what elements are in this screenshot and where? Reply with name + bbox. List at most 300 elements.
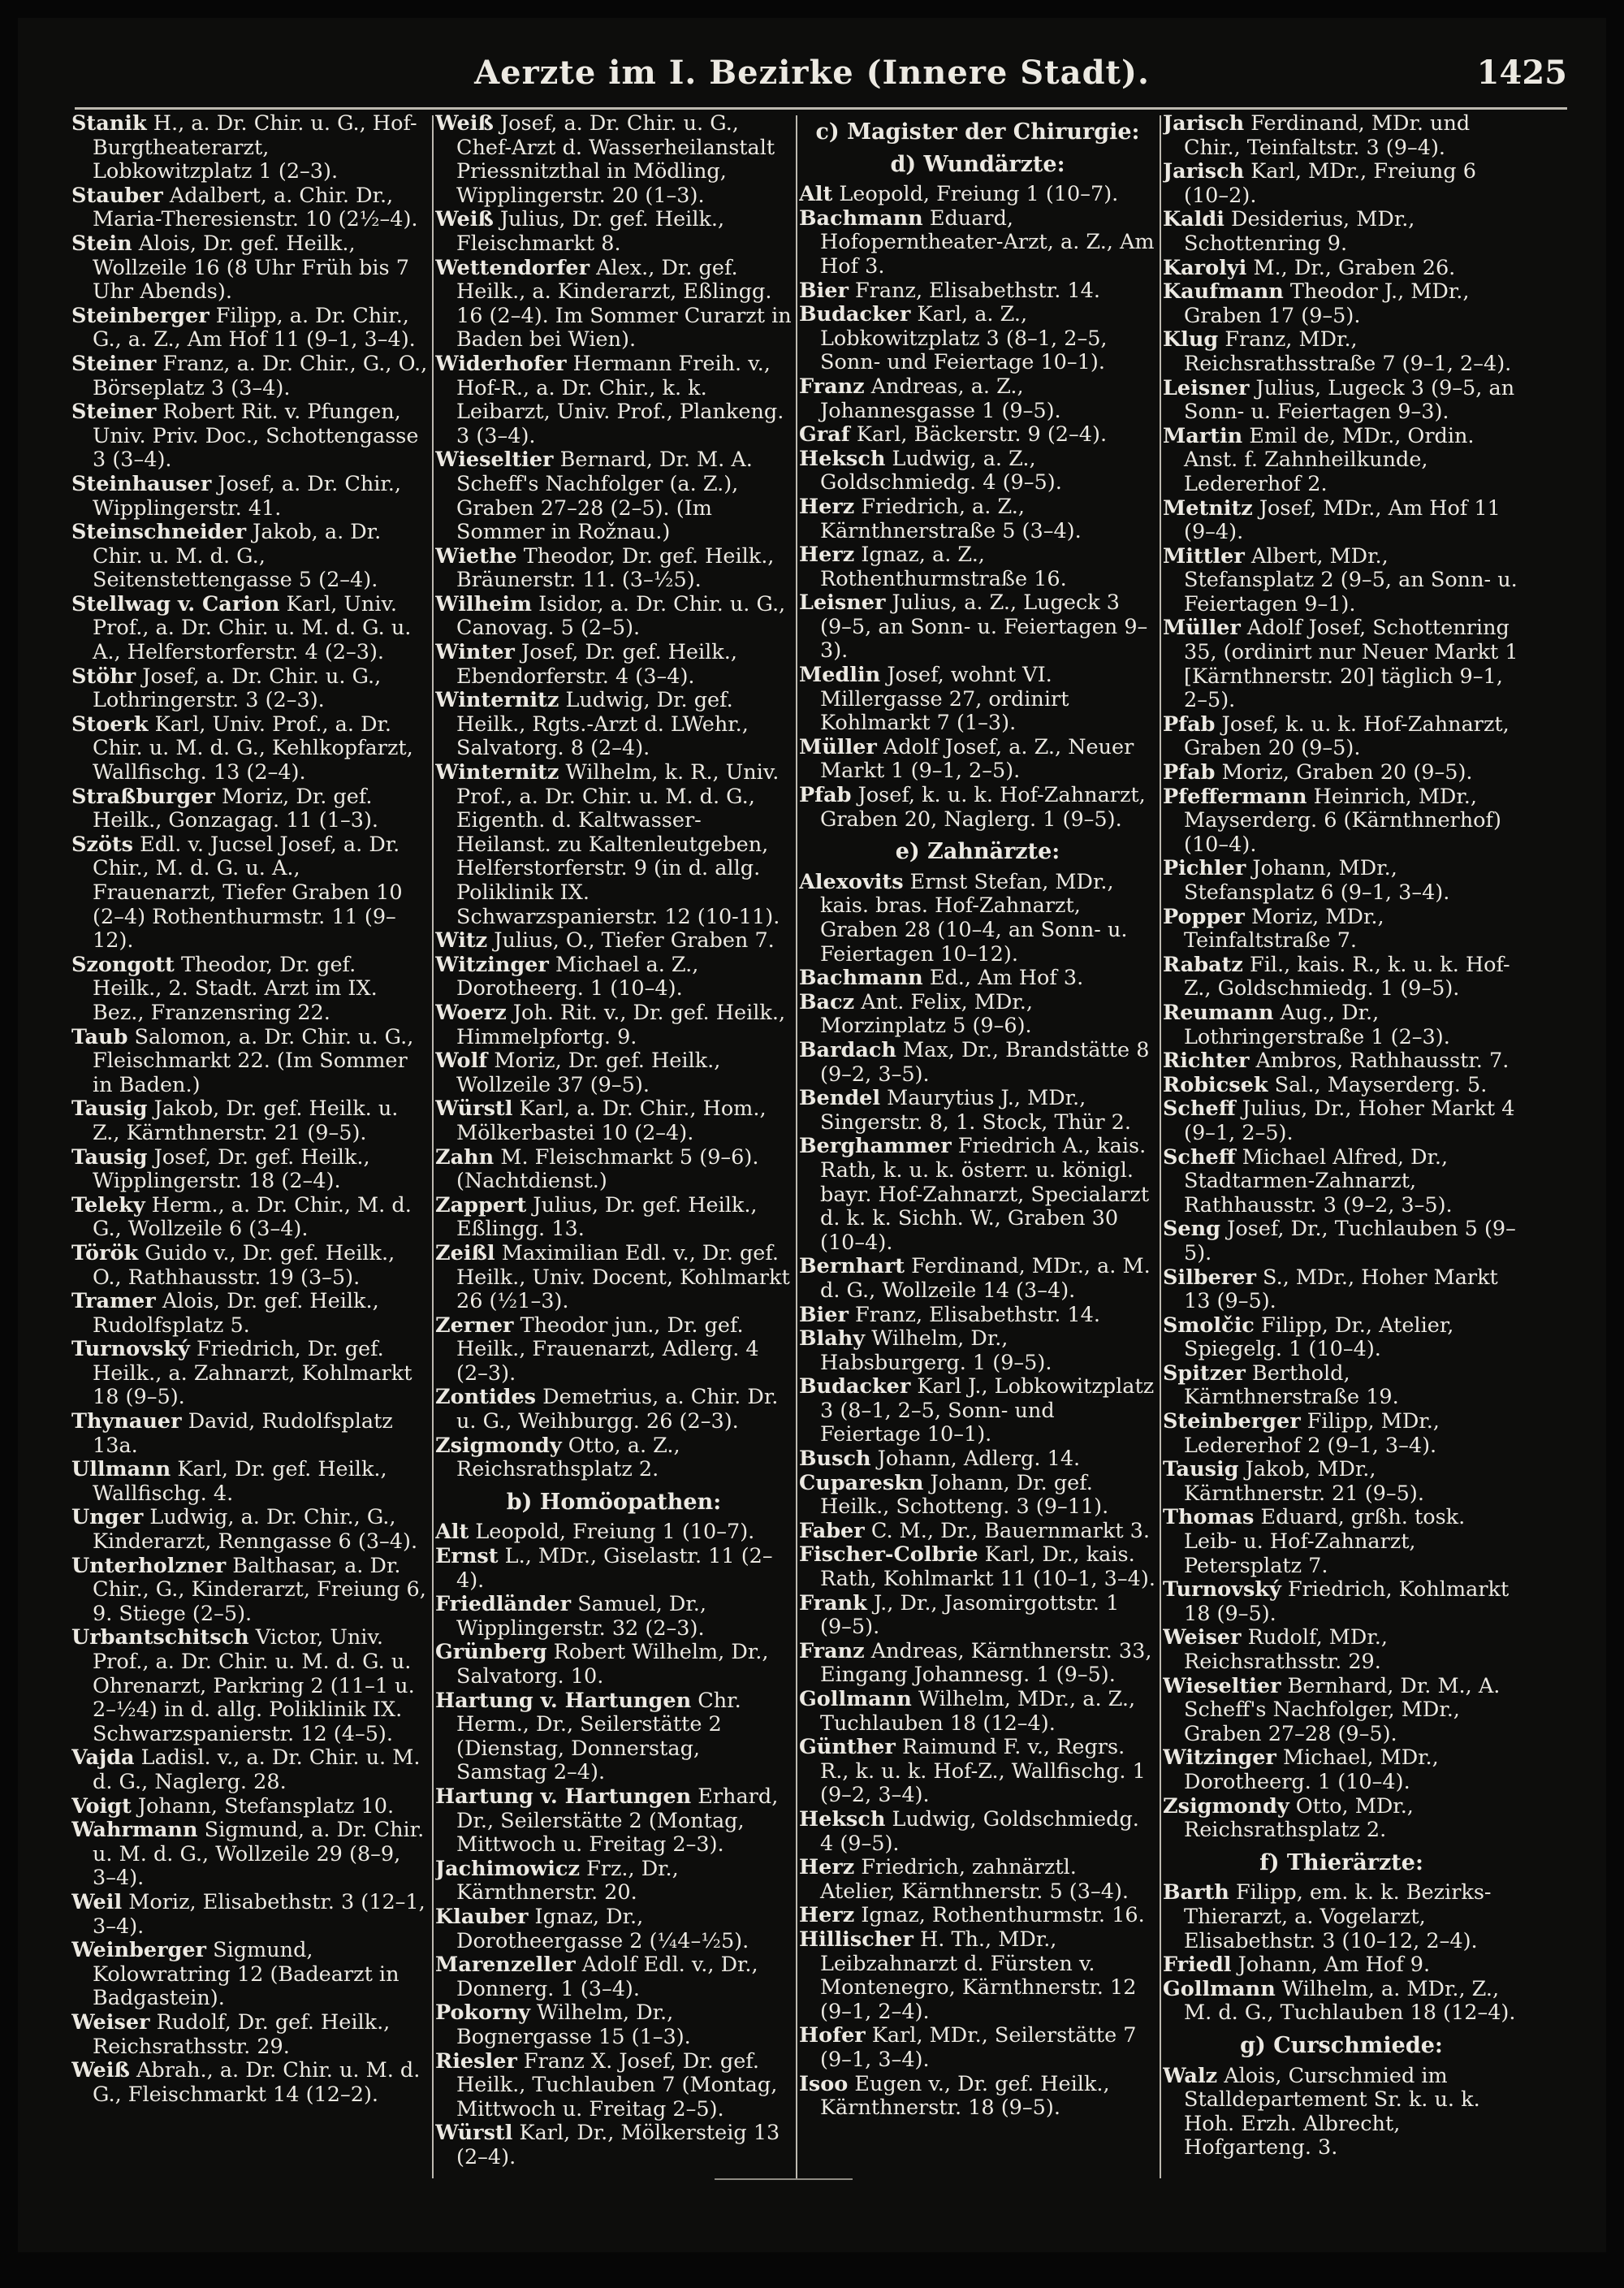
entry-name: Robicsek [1163, 1072, 1268, 1097]
entry-details: Ignaz, Dr., Dorotheergasse 2 (¼4–½5). [456, 1904, 749, 1953]
entry-details: Jakob, a. Dr. Chir. u. M. d. G., Seitenstettengasse 5 (2–4). [93, 520, 382, 593]
entry-details: Ludwig, Dr. gef. Heilk., Rgts.-Arzt d. LWehr., Salvatorg. 8 (2–4). [456, 688, 749, 761]
entry-details: Wilhelm, a. MDr., Z., M. d. G., Tuchlauben 18 (12–4). [1184, 1976, 1516, 2026]
footer-rule [715, 2178, 853, 2180]
directory-entry [71, 1746, 429, 1794]
directory-entry [71, 1194, 429, 1242]
entry-details: Adolf Josef, Schottenring 35, (ordinirt nur Neuer Markt 1 [Kärnthnerstr. 20] täglich 9–1, 2–5). [1184, 616, 1518, 713]
entry-name: Budacker [799, 302, 911, 327]
entry-name: Spitzer [1163, 1360, 1246, 1386]
entry-details: Wilhelm, Dr., Habsburgerg. 1 (9–5). [820, 1326, 1052, 1375]
directory-entry [435, 208, 793, 256]
entry-details: Josef, MDr., Am Hof 11 (9–4). [1184, 495, 1501, 545]
entry-name: Weiß [435, 207, 494, 232]
entry-name: Riesler [435, 2048, 517, 2074]
entry-name: Pfab [799, 783, 852, 808]
entry-name: Leisner [1163, 375, 1250, 400]
directory-entry [1163, 1626, 1520, 1674]
entry-details: Friedrich A., kais. Rath, k. u. k. österr. u. königl. bayr. Hof-Zahnarzt, Specialarzt d. k. k. Sichh. W., Graben 30 (10–4). [820, 1134, 1150, 1255]
entry-name: Bacz [799, 989, 855, 1014]
directory-entry [1163, 1881, 1520, 1953]
directory-entry [799, 1375, 1156, 1447]
entry-name: Stanik [71, 112, 147, 136]
entry-details: Eduard, grßh. tosk. Leib- u. Hof-Zahnarzt, Petersplatz 7. [1184, 1505, 1466, 1578]
directory-entry [435, 954, 793, 1001]
entry-name: Bendel [799, 1086, 881, 1111]
entry-name: Barth [1163, 1880, 1229, 1905]
entry-name: Günther [799, 1735, 896, 1760]
entry-details: J., Dr., Jasomirgottstr. 1 (9–5). [820, 1590, 1120, 1640]
entry-name: Herz [799, 1903, 855, 1928]
entry-name: Hartung v. Hartungen [435, 1688, 692, 1713]
column-4 [1163, 112, 1520, 2175]
entry-name: Hofer [799, 2023, 866, 2048]
directory-entry [435, 641, 793, 689]
entry-details: Friedrich, a. Z., Kärnthnerstraße 5 (3–4). [820, 494, 1082, 543]
entry-name: Weil [71, 1889, 123, 1914]
entry-details: Karl, Dr. gef. Heilk., Wallfischg. 4. [93, 1457, 387, 1506]
entry-details: Franz, Elisabethstr. 14. [855, 278, 1100, 303]
entry-details: Andreas, Kärnthnerstr. 33, Eingang Johannesg. 1 (9–5). [820, 1638, 1152, 1688]
entry-details: Bernhard, Dr. M., A. Scheff's Nachfolger, MDr., Graben 27–28 (9–5). [1184, 1673, 1501, 1746]
directory-entry [71, 112, 429, 184]
entry-details: C. M., Dr., Bauernmarkt 3. [870, 1518, 1151, 1543]
directory-entry [1163, 906, 1520, 954]
directory-entry [1163, 328, 1520, 376]
entry-name: Unterholzner [71, 1553, 227, 1578]
entry-name: Ullmann [71, 1457, 171, 1482]
directory-entry [435, 2050, 793, 2122]
directory-entry [1163, 1362, 1520, 1410]
directory-entry [435, 112, 793, 208]
directory-entry [1163, 112, 1520, 160]
entry-details: Otto, MDr., Reichsrathsplatz 2. [1184, 1793, 1414, 1843]
directory-entry [799, 1904, 1156, 1928]
entry-details: Moriz, MDr., Teinfaltstraße 7. [1184, 904, 1384, 954]
entry-details: Josef, wohnt VI. Millergasse 27, ordinirt Kohlmarkt 7 (1–3). [820, 663, 1069, 736]
entry-details: Robert Rit. v. Pfungen, Univ. Priv. Doc., Schottengasse 3 (3–4). [93, 400, 419, 473]
entry-name: Tramer [71, 1289, 156, 1314]
entry-details: Johann, Am Hof 9. [1237, 1953, 1431, 1978]
entry-details: Friedrich, Dr. gef. Heilk., a. Zahnarzt, Kohlmarkt 18 (9–5). [93, 1337, 412, 1410]
entry-name: Franz [799, 1638, 865, 1663]
entry-details: Johann, Stefansplatz 10. [137, 1793, 395, 1819]
entry-details: Erhard, Dr., Seilerstätte 2 (Montag, Mittwoch u. Freitag 2–3). [456, 1784, 779, 1858]
entry-name: Pfab [1163, 711, 1216, 737]
directory-entry [1163, 1218, 1520, 1265]
directory-entry [1163, 1146, 1520, 1218]
entry-details: Rudolf, MDr., Reichsrathsstr. 29. [1184, 1625, 1388, 1674]
entry-name: Bernhart [799, 1254, 905, 1279]
entry-details: Eugen v., Dr. gef. Heilk., Kärnthnerstr. 18 (9–5). [820, 2071, 1110, 2121]
directory-entry [71, 785, 429, 833]
directory-entry [71, 1338, 429, 1410]
entry-details: Maximilian Edl. v., Dr. gef. Heilk., Univ. Docent, Kohlmarkt 26 (½1–3). [456, 1240, 790, 1314]
entry-name: Popper [1163, 904, 1245, 929]
section-heading: d) Wundärzte: [890, 151, 1065, 177]
entry-details: Filipp, Dr., Atelier, Spiegelg. 1 (10–4). [1184, 1313, 1454, 1362]
directory-entry [799, 2073, 1156, 2121]
directory-entry [71, 2059, 429, 2107]
entry-details: Balthasar, a. Dr. Chir., G., Kinderarzt, Freiung 6, 9. Stiege (2–5). [93, 1553, 426, 1626]
entry-name: Jachimowicz [435, 1856, 580, 1881]
entry-name: Teleky [71, 1192, 145, 1218]
entry-details: Chr. Herm., Dr., Seilerstätte 2 (Dienstag, Donnerstag, Samstag 2–4). [456, 1688, 741, 1785]
entry-name: Winternitz [435, 688, 559, 713]
entry-name: Klug [1163, 327, 1219, 352]
directory-entry [799, 279, 1156, 304]
entry-details: M. Fleischmarkt 5 (9–6). (Nachtdienst.) [456, 1144, 759, 1194]
directory-entry [799, 1087, 1156, 1135]
directory-entry [435, 2121, 793, 2169]
entry-name: Alt [435, 1520, 469, 1545]
entry-name: Herz [799, 494, 855, 519]
entry-details: Filipp, MDr., Ledererhof 2 (9–1, 3–4). [1184, 1409, 1440, 1458]
entry-name: Szöts [71, 832, 134, 857]
directory-entry [435, 1953, 793, 2001]
entry-name: Frank [799, 1590, 867, 1615]
entry-details: Karl, Dr., Mölkersteig 13 (2–4). [456, 2121, 780, 2169]
page-number: 1425 [1476, 54, 1567, 92]
directory-entry [71, 473, 429, 521]
entry-name: Stauber [71, 183, 163, 208]
entry-details: Moriz, Dr. gef. Heilk., Wollzeile 37 (9–5). [456, 1049, 721, 1097]
page-title: Aerzte im I. Bezirke (Innere Stadt). [474, 54, 1150, 92]
column-divider-3 [1160, 115, 1161, 2178]
directory-entry [71, 1026, 429, 1098]
directory-entry [1163, 857, 1520, 905]
directory-entry [435, 1049, 793, 1097]
directory-entry [435, 1386, 793, 1434]
directory-entry [435, 1520, 793, 1545]
directory-entry [435, 1593, 793, 1641]
directory-entry [1163, 761, 1520, 785]
entry-name: Stellwag v. Carion [71, 591, 280, 616]
entry-name: Török [71, 1240, 139, 1265]
entry-name: Stein [71, 231, 132, 256]
entry-name: Pfeffermann [1163, 784, 1307, 809]
entry-details: Wilhelm, k. R., Univ. Prof., a. Dr. Chir. u. M. d. G., Eigenth. d. Kaltwasser-Heilanst. zu Kaltenleutgeben, Helferstorferstr. 9 (in d. allg. Poliklinik IX. Schwarzspanierstr. 12 (10-11). [456, 760, 780, 929]
entry-details: Sigmund, Kolowratring 12 (Badearzt in Badgastein). [93, 1938, 400, 2011]
directory-entry [435, 1242, 793, 1314]
directory-entry [435, 1434, 793, 1482]
directory-entry [799, 303, 1156, 375]
entry-details: S., MDr., Hoher Markt 13 (9–5). [1184, 1265, 1498, 1314]
entry-name: Widerhofer [435, 351, 567, 376]
entry-details: Ed., Am Hof 3. [929, 966, 1084, 991]
entry-details: Wilhelm, Dr., Bognergasse 15 (1–3). [456, 2000, 691, 2049]
directory-entry [71, 1891, 429, 1939]
directory-entry [799, 991, 1156, 1039]
directory-entry [1163, 1953, 1520, 1978]
directory-entry [435, 545, 793, 593]
entry-name: Bier [799, 1302, 849, 1327]
entry-details: Karl, Univ. Prof., a. Dr. Chir. u. M. d. G. u. A., Helferstorferstr. 4 (2–3). [93, 591, 412, 665]
entry-details: Karl, a. Z., Lobkowitzplatz 3 (8–1, 2–5, Sonn- und Feiertage 10–1). [820, 302, 1108, 375]
entry-name: Seng [1163, 1217, 1221, 1242]
entry-details: Filipp, em. k. k. Bezirks-Thierarzt, a. Vogelarzt, Elisabethstr. 3 (10–12, 2–4). [1184, 1880, 1492, 1953]
entry-name: Gollmann [799, 1687, 912, 1711]
entry-name: Faber [799, 1518, 865, 1543]
entry-details: Josef, Dr. gef. Heilk., Ebendorferstr. 4 (3–4). [456, 640, 737, 689]
directory-entry [435, 1314, 793, 1386]
column-3 [799, 112, 1156, 2175]
entry-name: Richter [1163, 1049, 1250, 1074]
entry-details: Abrah., a. Dr. Chir. u. M. d. G., Fleischmarkt 14 (12–2). [93, 2058, 421, 2107]
directory-entry [799, 183, 1156, 207]
directory-entry [435, 929, 793, 954]
entry-name: Steiner [71, 400, 157, 425]
directory-entry [1163, 545, 1520, 617]
directory-entry [799, 1039, 1156, 1087]
entry-details: Julius, Lugeck 3 (9–5, an Sonn- u. Feiertagen 9–3). [1184, 375, 1515, 425]
entry-details: Josef, k. u. k. Hof-Zahnarzt, Graben 20 (9–5). [1184, 711, 1510, 761]
entry-name: Witzinger [435, 952, 549, 977]
directory-entry [799, 1520, 1156, 1544]
entry-details: Hermann Freih. v., Hof-R., a. Dr. Chir., k. k. Leibarzt, Univ. Prof., Plankeng. 3 (3–4). [456, 351, 784, 448]
directory-entry [71, 1626, 429, 1746]
entry-name: Steiner [71, 351, 157, 376]
directory-entry [435, 1097, 793, 1145]
directory-entry [1163, 1314, 1520, 1362]
entry-name: Straßburger [71, 784, 215, 809]
entry-details: Wilhelm, MDr., a. Z., Tuchlauben 18 (12–4). [820, 1687, 1136, 1736]
directory-entry [435, 2001, 793, 2049]
entry-details: Joh. Rit. v., Dr. gef. Heilk., Himmelpfortg. 9. [456, 1000, 786, 1049]
entry-name: Rabatz [1163, 952, 1243, 977]
entry-details: Robert Wilhelm, Dr., Salvatorg. 10. [456, 1640, 769, 1689]
entry-details: Emil de, MDr., Ordin. Anst. f. Zahnheilkunde, Ledererhof 2. [1184, 423, 1475, 496]
entry-name: Stöhr [71, 664, 136, 689]
entry-details: H., a. Dr. Chir. u. G., Hof-Burgtheaterarzt, Lobkowitzplatz 1 (2–3). [93, 112, 417, 184]
entry-name: Leisner [799, 590, 886, 616]
entry-name: Martin [1163, 423, 1243, 448]
entry-name: Steinberger [71, 303, 209, 328]
directory-entry [435, 257, 793, 352]
directory-entry [1163, 1978, 1520, 2026]
entry-details: Theodor jun., Dr. gef. Heilk., Frauenarzt, Adlerg. 4 (2–3). [456, 1313, 759, 1386]
entry-details: Franz, a. Dr. Chir., G., O., Börseplatz 3 (3–4). [93, 351, 428, 400]
directory-entry [71, 305, 429, 352]
entry-name: Hartung v. Hartungen [435, 1784, 692, 1809]
directory-entry [71, 1819, 429, 1891]
entry-details: Ant. Felix, MDr., Morzinplatz 5 (9–6). [820, 989, 1033, 1039]
directory-entry [799, 664, 1156, 736]
directory-entry [1163, 1410, 1520, 1458]
entry-name: Scheff [1163, 1096, 1236, 1122]
column-divider-1 [432, 115, 434, 2178]
directory-entry [799, 1543, 1156, 1591]
entry-details: Julius, O., Tiefer Graben 7. [494, 928, 775, 954]
entry-details: Ambros, Rathhausstr. 7. [1255, 1049, 1510, 1074]
directory-entry [435, 1545, 793, 1593]
entry-name: Alt [799, 182, 833, 207]
entry-details: Desiderius, MDr., Schottenring 9. [1184, 207, 1415, 256]
entry-name: Tausig [71, 1144, 148, 1170]
entry-name: Pfab [1163, 760, 1216, 785]
entry-details: Karl J., Lobkowitzplatz 3 (8–1, 2–5, Sonn- und Feiertage 10–1). [820, 1374, 1155, 1447]
directory-entry [799, 871, 1156, 967]
entry-name: Wettendorfer [435, 255, 590, 280]
directory-entry [799, 1255, 1156, 1303]
entry-name: Woerz [435, 1000, 507, 1025]
entry-name: Marenzeller [435, 1953, 576, 1978]
entry-name: Reumann [1163, 1000, 1274, 1025]
directory-entry [71, 1506, 429, 1554]
column-divider-2 [796, 115, 797, 2178]
entry-details: Karl, MDr., Freiung 6 (10–2). [1184, 159, 1476, 208]
directory-entry [1163, 280, 1520, 328]
directory-entry [1163, 1266, 1520, 1314]
entry-details: Aug., Dr., Lothringerstraße 1 (2–3). [1184, 1000, 1450, 1049]
entry-name: Szongott [71, 952, 175, 977]
entry-name: Weiß [71, 2058, 130, 2083]
entry-details: Demetrius, a. Chir. Dr. u. G., Weihburgg. 26 (2–3). [456, 1385, 779, 1434]
directory-entry [799, 736, 1156, 784]
entry-details: Alois, Dr. gef. Heilk., Rudolfsplatz 5. [93, 1289, 379, 1338]
entry-name: Metnitz [1163, 495, 1253, 521]
entry-details: Theodor J., MDr., Graben 17 (9–5). [1184, 279, 1470, 328]
entry-name: Steinberger [1163, 1409, 1301, 1434]
entry-details: Julius, Dr. gef. Heilk., Fleischmarkt 8. [456, 207, 725, 256]
entry-name: Steinhauser [71, 471, 212, 496]
entry-name: Unger [71, 1505, 144, 1530]
column-1 [71, 112, 429, 2175]
directory-entry [1163, 160, 1520, 208]
entry-name: Friedl [1163, 1953, 1232, 1978]
header-rule [75, 107, 1567, 110]
entry-name: Weinberger [71, 1938, 206, 1963]
directory-entry [71, 1458, 429, 1506]
entry-name: Ernst [435, 1544, 499, 1569]
entry-name: Hillischer [799, 1927, 914, 1952]
directory-entry [1163, 954, 1520, 1001]
directory-entry [1163, 1001, 1520, 1049]
entry-name: Smolčic [1163, 1313, 1255, 1338]
directory-entry [1163, 1458, 1520, 1506]
entry-name: Bardach [799, 1037, 896, 1062]
entry-name: Heksch [799, 1806, 886, 1832]
entry-details: Alex., Dr. gef. Heilk., a. Kinderarzt, Eßlingg. 16 (2–4). Im Sommer Curarzt in Baden bei Wien). [456, 255, 792, 352]
directory-entry [799, 375, 1156, 423]
directory-entry [1163, 1049, 1520, 1074]
entry-details: Ludwig, a. Z., Goldschmiedg. 4 (9–5). [820, 446, 1062, 495]
entry-details: Friedrich, Kohlmarkt 18 (9–5). [1184, 1577, 1510, 1626]
entry-details: Otto, a. Z., Reichsrathsplatz 2. [456, 1433, 680, 1482]
entry-details: Ernst Stefan, MDr., kais. bras. Hof-Zahnarzt, Graben 28 (10–4, an Sonn- u. Feiertagen 10–12). [820, 869, 1128, 967]
entry-details: Isidor, a. Dr. Chir. u. G., Canovag. 5 (2–5). [456, 591, 786, 641]
entry-name: Medlin [799, 663, 881, 688]
directory-entry [799, 448, 1156, 495]
directory-entry [799, 967, 1156, 991]
entry-name: Turnovský [1163, 1577, 1281, 1602]
entry-details: Michael, MDr., Dorotheerg. 1 (10–4). [1184, 1745, 1439, 1794]
entry-name: Steinschneider [71, 520, 247, 545]
entry-details: Ludwig, Goldschmiedg. 4 (9–5). [820, 1806, 1139, 1856]
entry-name: Winter [435, 640, 515, 665]
entry-details: Raimund F. v., Regrs. R., k. u. k. Hof-Z., Wallfischg. 1 (9–2, 3–4). [820, 1735, 1146, 1808]
entry-details: Friedrich, zahnärztl. Atelier, Kärnthnerstr. 5 (3–4). [820, 1855, 1129, 1904]
entry-details: Adalbert, a. Chir. Dr., Maria-Theresienstr. 10 (2½–4). [93, 183, 418, 232]
entry-name: Tausig [1163, 1457, 1239, 1482]
entry-details: Josef, Dr., Tuchlauben 5 (9–5). [1184, 1217, 1516, 1265]
entry-details: Karl, Dr., kais. Rath, Kohlmarkt 11 (10–1, 3–4). [820, 1542, 1155, 1592]
entry-details: Sigmund, a. Dr. Chir. u. M. d. G., Wollzeile 29 (8–9, 3–4). [93, 1818, 425, 1891]
directory-entry [71, 2011, 429, 2059]
entry-name: Zahn [435, 1144, 495, 1170]
entry-details: Karl, Univ. Prof., a. Dr. Chir. u. M. d. G., Kehlkopfarzt, Wallfischg. 13 (2–4). [93, 711, 413, 785]
directory-entry [1163, 257, 1520, 281]
entry-name: Pichler [1163, 856, 1246, 881]
directory-entry [71, 1939, 429, 2011]
directory-entry [799, 1447, 1156, 1472]
entry-details: Leopold, Freiung 1 (10–7). [839, 182, 1119, 207]
directory-entry [1163, 1795, 1520, 1843]
directory-entry [71, 833, 429, 954]
entry-details: Johann, MDr., Stefansplatz 6 (9–1, 3–4). [1184, 856, 1450, 905]
entry-details: Salomon, a. Dr. Chir. u. G., Fleischmarkt 22. (Im Sommer in Baden.) [93, 1024, 414, 1097]
entry-name: Blahy [799, 1326, 866, 1352]
entry-details: David, Rudolfsplatz 13a. [93, 1409, 393, 1458]
directory-entry [1163, 785, 1520, 858]
directory-entry [799, 543, 1156, 591]
entry-name: Zsigmondy [435, 1433, 562, 1458]
entry-name: Stoerk [71, 711, 149, 737]
entry-details: Rudolf, Dr. gef. Heilk., Reichsrathsstr. 29. [93, 2009, 391, 2059]
entry-details: Guido v., Dr. gef. Heilk., O., Rathhausstr. 19 (3–5). [93, 1240, 395, 1290]
entry-name: Bachmann [799, 966, 923, 991]
entry-name: Jarisch [1163, 112, 1245, 136]
entry-details: Sal., Mayserderg. 5. [1274, 1072, 1488, 1097]
entry-details: Filipp, a. Dr. Chir., G., a. Z., Am Hof 11 (9–1, 3–4). [93, 303, 416, 352]
entry-details: Moriz, Dr. gef. Heilk., Gonzagag. 11 (1–3). [93, 784, 379, 833]
entry-name: Gollmann [1163, 1976, 1276, 2001]
directory-entry [1163, 497, 1520, 545]
entry-details: M., Dr., Graben 26. [1253, 255, 1456, 280]
entry-details: Karl, a. Dr. Chir., Hom., Mölkerbastei 10 (2–4). [456, 1096, 767, 1145]
entry-details: Maurytius J., MDr., Singerstr. 8, 1. Stock, Thür 2. [820, 1086, 1131, 1135]
entry-name: Müller [799, 734, 877, 759]
entry-name: Wilheim [435, 591, 532, 616]
directory-entry [435, 593, 793, 641]
entry-name: Bier [799, 278, 849, 303]
directory-entry [435, 352, 793, 448]
entry-name: Isoo [799, 2071, 849, 2096]
directory-entry [799, 1304, 1156, 1328]
directory-entry [799, 784, 1156, 832]
entry-details: Eduard, Hofoperntheater-Arzt, a. Z., Am Hof 3. [820, 205, 1155, 279]
entry-name: Vajda [71, 1745, 135, 1771]
entry-details: Max, Dr., Brandstätte 8 (9–2, 3–5). [820, 1037, 1150, 1087]
entry-details: L., MDr., Giselastr. 11 (2–4). [456, 1544, 773, 1593]
directory-entry [71, 400, 429, 473]
entry-name: Friedländer [435, 1592, 572, 1617]
entry-details: Jakob, MDr., Kärnthnerstr. 21 (9–5). [1184, 1457, 1424, 1506]
directory-entry [799, 1808, 1156, 1856]
directory-entry [71, 1290, 429, 1338]
directory-entry [1163, 1506, 1520, 1578]
entry-name: Weiß [435, 112, 494, 136]
entry-name: Berghammer [799, 1134, 952, 1159]
entry-name: Wahrmann [71, 1818, 198, 1843]
entry-details: Alois, Curschmied im Stalldepartement Sr. k. u. k. Hoh. Erzh. Albrecht, Hofgarteng. 3. [1184, 2063, 1480, 2160]
entry-name: Zontides [435, 1385, 537, 1410]
directory-entry [1163, 1675, 1520, 1747]
section-heading: f) Thierärzte: [1259, 1849, 1423, 1875]
entry-name: Thomas [1163, 1505, 1255, 1530]
entry-details: Frz., Dr., Kärnthnerstr. 20. [456, 1856, 679, 1905]
directory-entry [799, 1736, 1156, 1808]
